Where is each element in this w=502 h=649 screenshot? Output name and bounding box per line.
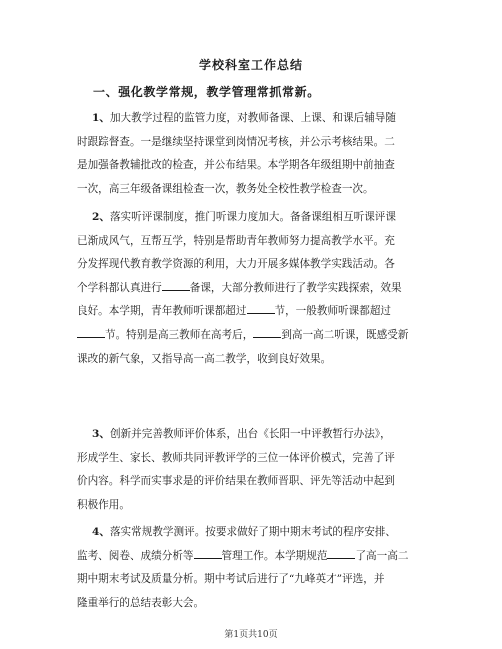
item-number: 1、: [92, 112, 110, 124]
paragraph-3: [77, 423, 427, 517]
paragraph-line: [77, 206, 427, 230]
fill-blank: [247, 302, 275, 314]
paragraph-line: 分发挥现代教育教学资源的利用，大力开展多媒体教学实践活动。各: [77, 258, 395, 271]
text-run: 节，一般教师听课都超过: [274, 305, 392, 318]
paragraph-line: 隆重举行的总结表彰大会。: [77, 596, 205, 609]
paragraph-line: 课改的新气象，又指导高一高二教学，收到良好效果。: [77, 352, 332, 365]
paragraph-line: 形成学生、家长、教师共同评教评学的三位一体评价模式，完善了评: [77, 451, 395, 464]
fill-blank: [253, 326, 281, 338]
fill-blank: [77, 326, 105, 338]
paragraph-4: [77, 521, 427, 615]
item-number: 3、: [92, 428, 110, 440]
text-run: 节。特别是高三教师在高考后，: [105, 328, 254, 341]
text-run: 监考、阅卷、成绩分析等: [77, 549, 194, 562]
text-run: 备课，大部分教师进行了教学实践探索，效果: [189, 281, 402, 294]
fill-blank: [194, 547, 222, 559]
paragraph-line: 是加强备教辅批改的检查，并公布结果。本学期各年级组期中前抽查: [77, 159, 395, 172]
paragraph-line: [77, 107, 427, 131]
fill-blank: [327, 547, 355, 559]
paragraph-line: [77, 277, 427, 301]
paragraph-1: [77, 107, 427, 201]
text-run: 落实常规教学测评。按要求做好了期中期末考试的程序安排、: [109, 526, 396, 538]
fill-blank: [162, 279, 190, 291]
page-number-footer: 第1页共10页: [224, 630, 278, 640]
paragraph-line: [77, 324, 427, 348]
text-run: 创新并完善教师评价体系，出台《长阳一中评教暂行办法》，: [109, 428, 391, 440]
text-run: 良好。本学期，青年教师听课都超过: [77, 305, 247, 318]
text-run: 管理工作。本学期规范: [221, 549, 328, 562]
paragraph-line: 时跟踪督查。一是继续坚持课堂到岗情况考核，并公示考核结果。二: [77, 135, 395, 148]
text-run: 加大教学过程的监管力度，对教师备课、上课、和课后辅导随: [109, 112, 396, 124]
paragraph-line: 已渐成风气，互帮互学，特别是帮助青年教师努力提高教学水平。充: [77, 234, 395, 247]
paragraph-line: 一次，高三年级备课组检查一次，教务处全校性教学检查一次。: [77, 182, 374, 195]
paragraph-line: 期中期末考试及质量分析。期中考试后进行了“九峰英才”评选，并: [77, 573, 385, 586]
text-run: 到高一高二听课，既感受新: [281, 328, 409, 341]
paragraph-line: [77, 423, 427, 447]
paragraph-line: [77, 545, 427, 569]
paragraph-line: [77, 521, 427, 545]
item-number: 4、: [92, 526, 110, 538]
text-run: 落实听评课制度，推门听课力度加大。备备课组相互听课评课: [109, 211, 396, 223]
paragraph-line: 积极作用。: [77, 498, 130, 511]
text-run: 个学科都认真进行: [77, 281, 162, 294]
document-title: 学校科室工作总结: [198, 58, 303, 72]
paragraph-2: [77, 206, 427, 371]
paragraph-line: 价内容。科学而实事求是的评价结果在教师晋职、评先等活动中起到: [77, 475, 395, 488]
paragraph-line: [77, 300, 427, 324]
item-number: 2、: [92, 211, 110, 223]
section-heading: 一、强化教学常规，教学管理常抓常新。: [93, 85, 320, 99]
text-run: 了高一高二: [355, 549, 409, 562]
